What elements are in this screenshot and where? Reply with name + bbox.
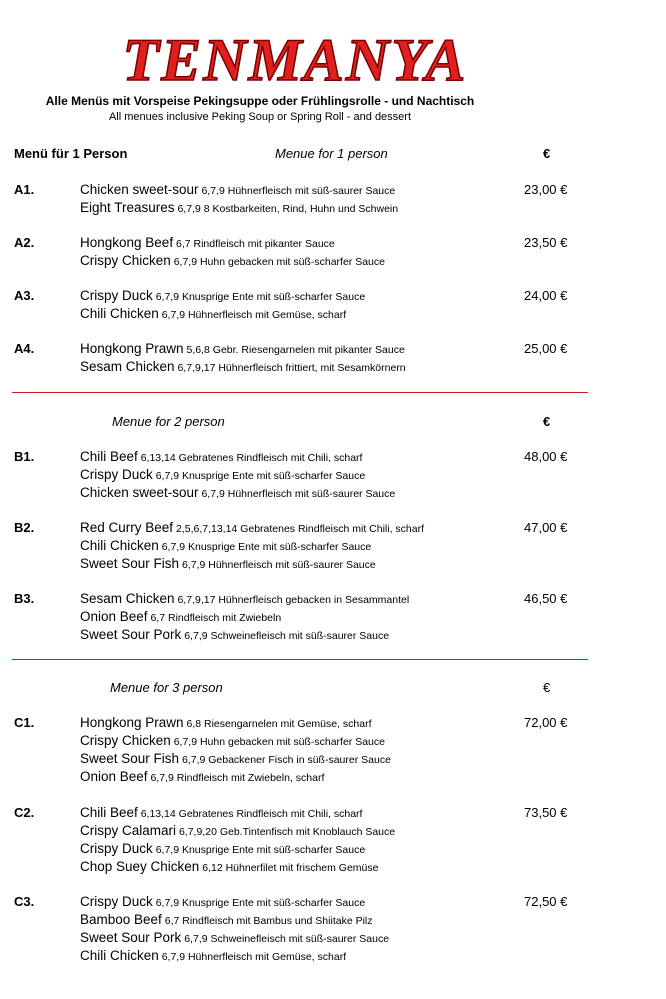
menu-code: A4.	[14, 341, 35, 356]
dish-line	[80, 751, 391, 766]
dish-name: Sesam Chicken	[80, 591, 175, 606]
menu-code: A2.	[14, 235, 35, 250]
dish-line	[80, 200, 398, 215]
dish-description: 6,7,9 Schweinefleisch mit süß-saurer Sauce	[184, 933, 390, 945]
dish-line	[80, 769, 324, 784]
dish-name: Crispy Duck	[80, 467, 153, 482]
dish-description: 5,6,8 Gebr. Riesengarnelen mit pikanter Sauce	[186, 344, 405, 356]
dish-name: Hongkong Prawn	[80, 715, 184, 730]
dish-line	[80, 235, 335, 250]
menu-price: 47,00 €	[524, 520, 568, 535]
dish-line	[80, 182, 395, 197]
currency-symbol: €	[543, 146, 551, 161]
menu-code: A3.	[14, 288, 35, 303]
dish-description: 6,7,9 Gebackener Fisch in süß-saurer Sauce	[181, 754, 391, 766]
dish-description: 6,7,9 Knusprige Ente mit süß-scharfer Sauce	[155, 470, 366, 482]
dish-line	[80, 306, 346, 321]
dish-line	[80, 823, 395, 838]
menu-price: 48,00 €	[524, 449, 568, 464]
currency-symbol: €	[543, 680, 551, 695]
menu-price: 25,00 €	[524, 341, 568, 356]
logo-text: TENMANYA	[122, 27, 468, 93]
menu-code: B1.	[14, 449, 35, 464]
dish-name: Sweet Sour Fish	[80, 751, 180, 766]
dish-description: 6,12 Hühnerfilet mit frischem Gemüse	[202, 862, 379, 874]
dish-name: Crispy Duck	[80, 841, 153, 856]
dish-line	[80, 805, 362, 820]
section-label-german: Menü für 1 Person	[14, 146, 128, 161]
dish-line	[80, 520, 424, 535]
dish-description: 6,7 Rindfleisch mit Bambus und Shiitake Pilz	[164, 915, 373, 927]
dish-description: 6,7,9 Huhn gebacken mit süß-scharfer Sauce	[173, 256, 385, 268]
dish-name: Eight Treasures	[80, 200, 175, 215]
dish-name: Chili Beef	[80, 805, 138, 820]
dish-line	[80, 859, 378, 874]
dish-description: 6,7,9 Huhn gebacken mit süß-scharfer Sauce	[173, 736, 385, 748]
dish-description: 6,7 Rindfleisch mit Zwiebeln	[150, 612, 282, 624]
dish-description: 6,7 Rindfleisch mit pikanter Sauce	[176, 238, 335, 250]
dish-description: 6,13,14 Gebratenes Rindfleisch mit Chili, scharf	[140, 452, 363, 464]
menu-price: 23,00 €	[524, 182, 568, 197]
dish-description: 6,7,9 Hühnerfleisch mit süß-saurer Sauce	[201, 488, 396, 500]
dish-line	[80, 341, 405, 356]
dish-line	[80, 912, 373, 927]
dish-line	[80, 467, 365, 482]
menu-price: 23,50 €	[524, 235, 568, 250]
menu-price: 72,00 €	[524, 715, 568, 730]
dish-line	[80, 538, 371, 553]
section-label-english: Menue for 1 person	[275, 146, 388, 161]
menu-code: C3.	[14, 894, 35, 909]
intro-german: Alle Menüs mit Vorspeise Pekingsuppe oder Frühlingsrolle - und Nachtisch	[45, 94, 475, 108]
menu-price: 73,50 €	[524, 805, 568, 820]
dish-description: 6,7,9 Knusprige Ente mit süß-scharfer Sauce	[155, 291, 366, 303]
dish-description: 6,7,9,17 Hühnerfleisch gebacken in Sesammantel	[177, 594, 410, 606]
dish-line	[80, 894, 365, 909]
dish-name: Onion Beef	[80, 609, 148, 624]
dish-line	[80, 556, 376, 571]
dish-name: Chili Chicken	[80, 538, 159, 553]
dish-line	[80, 288, 365, 303]
dish-line	[80, 948, 346, 963]
section-header-1-person	[0, 146, 666, 166]
menu-code: C2.	[14, 805, 35, 820]
dish-name: Bamboo Beef	[80, 912, 162, 927]
dish-description: 6,7,9,17 Hühnerfleisch frittiert, mit Sesamkörnern	[177, 362, 406, 374]
dish-description: 6,8 Riesengarnelen mit Gemüse, scharf	[186, 718, 372, 730]
currency-symbol: €	[543, 414, 551, 429]
section-divider	[12, 659, 588, 660]
menu-price: 72,50 €	[524, 894, 568, 909]
dish-name: Chili Beef	[80, 449, 138, 464]
section-label-english: Menue for 3 person	[110, 680, 223, 695]
menu-price: 24,00 €	[524, 288, 568, 303]
dish-name: Sweet Sour Pork	[80, 930, 182, 945]
dish-line	[80, 609, 281, 624]
dish-name: Crispy Chicken	[80, 253, 171, 268]
dish-name: Onion Beef	[80, 769, 148, 784]
menu-code: B3.	[14, 591, 35, 606]
dish-name: Hongkong Beef	[80, 235, 174, 250]
dish-line	[80, 449, 362, 464]
dish-line	[80, 485, 395, 500]
dish-description: 6,7,9 Hühnerfleisch mit süß-saurer Sauce	[181, 559, 376, 571]
dish-description: 6,7,9 Knusprige Ente mit süß-scharfer Sauce	[155, 844, 366, 856]
dish-name: Sweet Sour Pork	[80, 627, 182, 642]
dish-description: 2,5,6,7,13,14 Gebratenes Rindfleisch mit Chili, scharf	[175, 523, 425, 535]
dish-name: Chop Suey Chicken	[80, 859, 200, 874]
dish-name: Red Curry Beef	[80, 520, 174, 535]
dish-description: 6,7,9 Schweinefleisch mit süß-saurer Sauce	[184, 630, 390, 642]
section-header-3-person	[0, 680, 666, 700]
dish-line	[80, 715, 372, 730]
dish-line	[80, 591, 409, 606]
dish-name: Crispy Duck	[80, 288, 153, 303]
tenmanya-logo	[120, 22, 470, 94]
menu-price: 46,50 €	[524, 591, 568, 606]
menu-code: B2.	[14, 520, 35, 535]
dish-name: Sesam Chicken	[80, 359, 175, 374]
dish-line	[80, 253, 385, 268]
menu-code: A1.	[14, 182, 35, 197]
dish-description: 6,7,9 Hühnerfleisch mit Gemüse, scharf	[161, 951, 347, 963]
dish-name: Chili Chicken	[80, 948, 159, 963]
dish-name: Crispy Duck	[80, 894, 153, 909]
dish-name: Crispy Calamari	[80, 823, 177, 838]
section-label-english: Menue for 2 person	[112, 414, 225, 429]
dish-line	[80, 359, 406, 374]
section-header-2-person	[0, 414, 666, 434]
intro-english: All menues inclusive Peking Soup or Spring Roll - and dessert	[108, 111, 412, 123]
dish-name: Chicken sweet-sour	[80, 182, 199, 197]
dish-line	[80, 733, 385, 748]
dish-description: 6,7,9 Hühnerfleisch mit süß-saurer Sauce	[201, 185, 396, 197]
dish-description: 6,7,9,20 Geb.Tintenfisch mit Knoblauch Sauce	[178, 826, 396, 838]
section-divider	[12, 392, 588, 393]
dish-name: Chili Chicken	[80, 306, 159, 321]
dish-description: 6,7,9 Hühnerfleisch mit Gemüse, scharf	[161, 309, 347, 321]
dish-description: 6,13,14 Gebratenes Rindfleisch mit Chili, scharf	[140, 808, 363, 820]
dish-line	[80, 930, 389, 945]
dish-line	[80, 627, 389, 642]
dish-name: Crispy Chicken	[80, 733, 171, 748]
dish-description: 6,7,9 Knusprige Ente mit süß-scharfer Sauce	[155, 897, 366, 909]
dish-description: 6,7,9 8 Kostbarkeiten, Rind, Huhn und Schwein	[177, 203, 399, 215]
dish-description: 6,7,9 Knusprige Ente mit süß-scharfer Sauce	[161, 541, 372, 553]
dish-name: Hongkong Prawn	[80, 341, 184, 356]
dish-name: Sweet Sour Fish	[80, 556, 180, 571]
dish-description: 6,7,9 Rindfleisch mit Zwiebeln, scharf	[150, 772, 325, 784]
dish-line	[80, 841, 365, 856]
menu-code: C1.	[14, 715, 35, 730]
dish-name: Chicken sweet-sour	[80, 485, 199, 500]
